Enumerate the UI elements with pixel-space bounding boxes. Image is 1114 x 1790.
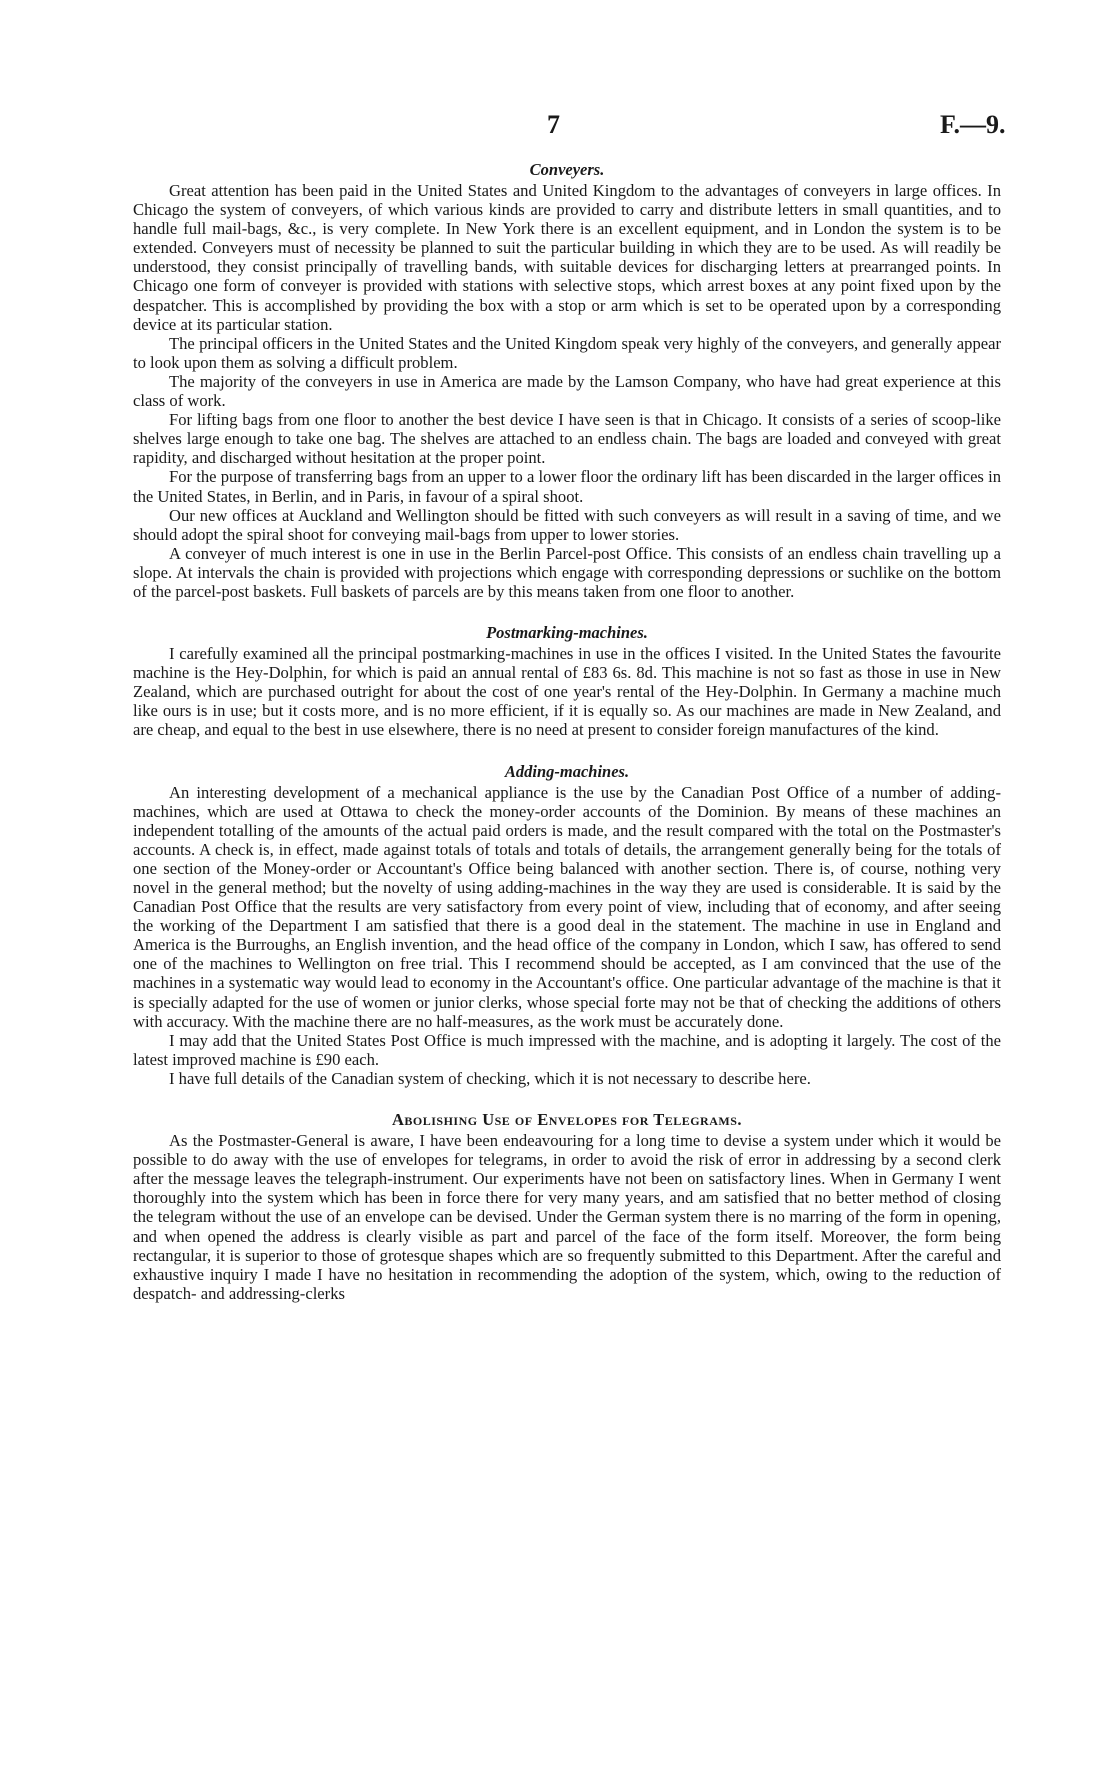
section-conveyers xyxy=(133,160,1001,601)
document-reference: F.—9. xyxy=(940,110,1006,139)
paragraph: An interesting development of a mechanical appliance is the use by the Canadian Post Office of a number of adding-machines, which are used at Ottawa to check the money-order accounts of the Dominion. By means of these machines an independent totalling of the amounts of the actual paid orders is made, and the result compared with the total on the Postmaster's accounts. A check is, in effect, made against totals of totals and totals of details, the arrangement generally being for the totals of one section of the Money-order or Accountant's Office being balanced with another section. There is, of course, nothing very novel in the general method; but the novelty of using adding-machines in the way they are used is considerable. It is said by the Canadian Post Office that the results are very satisfactory from every point of view, including that of economy, and after seeing the working of the Department I am satisfied that there is a good deal in the statement. The machine in use in England and America is the Burroughs, an English invention, and the head office of the company in London, which I saw, has offered to send one of the machines to Wellington on free trial. This I recommend should be accepted, as I am convinced that the use of the machines in a systematic way would lead to economy in the Accountant's office. One particular advantage of the machine is that it is specially adapted for the use of women or junior clerks, whose special forte may not be that of checking the additions of others with accuracy. With the machine there are no half-measures, as the work must be accurately done. xyxy=(133,782,1001,1031)
paragraph: I may add that the United States Post Office is much impressed with the machine, and is adopting it largely. The cost of the latest improved machine is £90 each. xyxy=(133,1030,1001,1069)
section-adding-machines xyxy=(133,762,1001,1089)
section-heading: Abolishing Use of Envelopes for Telegrams. xyxy=(391,1110,742,1130)
paragraph: For the purpose of transferring bags from an upper to a lower floor the ordinary lift has been discarded in the larger offices in the United States, in Berlin, and in Paris, in favour of a spiral shoot. xyxy=(133,467,1001,506)
paragraph: I carefully examined all the principal postmarking-machines in use in the offices I visited. In the United States the favourite machine is the Hey-Dolphin, for which is paid an annual rental of £83 6s. 8d. This machine is not so fast as those in use in New Zealand, which are purchased outright for about the cost of one year's rental of the Hey-Dolphin. In Germany a machine much like ours is in use; but it costs more, and is no more efficient, if it is equally so. As our machines are made in New Zealand, and are cheap, and equal to the best in use elsewhere, there is no need at present to consider foreign manufactures of the kind. xyxy=(133,644,1001,740)
paragraph: The principal officers in the United States and the United Kingdom speak very highly of the conveyers, and generally appear to look upon them as solving a difficult problem. xyxy=(133,333,1001,372)
section-heading: Conveyers. xyxy=(529,160,605,179)
page-header xyxy=(0,110,1114,140)
paragraph: The majority of the conveyers in use in America are made by the Lamson Company, who have had great experience at this class of work. xyxy=(133,371,1001,411)
section-postmarking-machines xyxy=(133,623,1001,739)
paragraph: For lifting bags from one floor to another the best device I have seen is that in Chicago. It consists of a series of scoop-like shelves large enough to take one bag. The shelves are attached to an endless chain. The bags are loaded and conveyed with great rapidity, and discharged without hesitation at the proper point. xyxy=(133,410,1001,468)
section-heading: Adding-machines. xyxy=(504,761,630,781)
section-heading: Postmarking-machines. xyxy=(486,623,648,643)
paragraph: As the Postmaster-General is aware, I have been endeavouring for a long time to devise a system under which it would be possible to do away with the use of envelopes for telegrams, in order to avoid the risk of error in addressing by a second clerk after the message leaves the telegraph-instrument. Our experiments have not been on satisfactory lines. When in Germany I went thoroughly into the system which has been in force there for very many years, and am satisfied that no better method of closing the telegram without the use of an envelope can be devised. Under the German system there is no marring of the form in opening, and when opened the address is clearly visible as part and parcel of the face of the form itself. Moreover, the form being rectangular, it is superior to those of grotesque shapes which are so frequently submitted to this Department. After the careful and exhaustive inquiry I made I have no hesitation in recommending the adoption of the system, which, owing to the reduction of despatch- and addressing-clerks xyxy=(133,1131,1001,1303)
section-abolishing-envelopes xyxy=(133,1110,1001,1303)
paragraph: A conveyer of much interest is one in use in the Berlin Parcel-post Office. This consists of an endless chain travelling up a slope. At intervals the chain is provided with projections which engage with corresponding depressions or suchlike on the bottom of the parcel-post baskets. Full baskets of parcels are by this means taken from one floor to another. xyxy=(133,543,1001,601)
section-gap xyxy=(133,601,1001,623)
document-body xyxy=(133,160,1001,1303)
paragraph: Great attention has been paid in the United States and United Kingdom to the advantages of conveyers in large offices. In Chicago the system of conveyers, of which various kinds are provided to carry and distribute letters in small quantities, and to handle full mail-bags, &c., is very complete. In New York there is an excellent equipment, and in London the system is to be extended. Conveyers must of necessity be planned to suit the particular building in which they are to be used. As will readily be understood, they consist principally of travelling bands, with suitable devices for discharging letters at prearranged points. In Chicago one form of conveyer is provided with stations with selective stops, which arrest boxes at any point fixed upon by the despatcher. This is accomplished by providing the box with a stop or arm which is set to be operated upon by a corresponding device at its particular station. xyxy=(133,181,1001,334)
paragraph: Our new offices at Auckland and Wellington should be fitted with such conveyers as will result in a saving of time, and we should adopt the spiral shoot for conveying mail-bags from upper to lower stories. xyxy=(133,505,1001,544)
section-gap xyxy=(133,1088,1001,1110)
page-number: 7 xyxy=(547,110,560,139)
section-gap xyxy=(133,740,1001,762)
paragraph: I have full details of the Canadian system of checking, which it is not necessary to describe here. xyxy=(169,1068,811,1088)
